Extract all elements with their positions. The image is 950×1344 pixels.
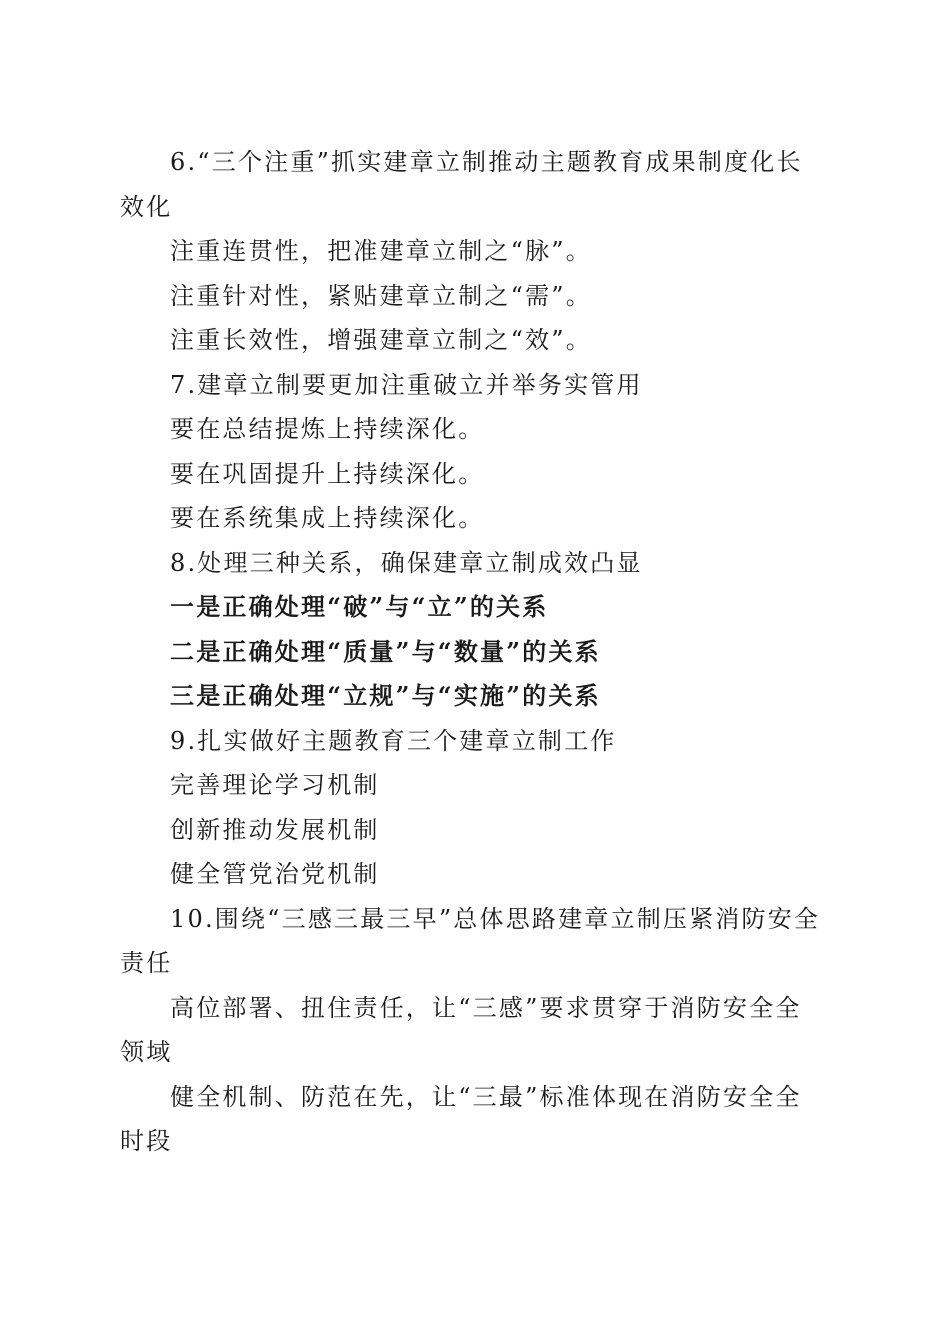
heading-7: 7.建章立制要更加注重破立并举务实管用 — [170, 370, 643, 399]
paragraph-targeted: 注重针对性，紧贴建章立制之“需”。 — [170, 281, 592, 310]
document-body — [120, 140, 825, 1164]
paragraph-three-senses: 高位部署、扭住责任，让“三感”要求贯穿于消防安全全领域 — [120, 993, 802, 1066]
paragraph-consolidate: 要在巩固提升上持续深化。 — [170, 459, 485, 488]
paragraph-innovation: 创新推动发展机制 — [170, 815, 380, 844]
paragraph-three-most: 健全机制、防范在先，让“三最”标准体现在消防安全全时段 — [120, 1082, 802, 1155]
paragraph-summary: 要在总结提炼上持续深化。 — [170, 415, 485, 443]
heading-9: 9.扎实做好主题教育三个建章立制工作 — [170, 726, 617, 755]
bold-point-1: 一是正确处理“破”与“立”的关系 — [170, 592, 549, 621]
bold-point-2: 二是正确处理“质量”与“数量”的关系 — [170, 636, 601, 666]
paragraph-long-term: 注重长效性，增强建章立制之“效”。 — [170, 326, 592, 354]
paragraph-continuity: 注重连贯性，把准建章立制之“脉”。 — [170, 237, 592, 265]
paragraph-party: 健全管党治党机制 — [170, 860, 380, 888]
heading-10: 10.围绕“三感三最三早”总体思路建章立制压紧消防安全责任 — [120, 904, 821, 977]
bold-point-3: 三是正确处理“立规”与“实施”的关系 — [170, 681, 601, 710]
paragraph-integrate: 要在系统集成上持续深化。 — [170, 504, 485, 532]
heading-6: 6.“三个注重”抓实建章立制推动主题教育成果制度化长效化 — [120, 148, 803, 221]
heading-8: 8.处理三种关系，确保建章立制成效凸显 — [170, 548, 643, 577]
paragraph-theory: 完善理论学习机制 — [170, 771, 380, 799]
